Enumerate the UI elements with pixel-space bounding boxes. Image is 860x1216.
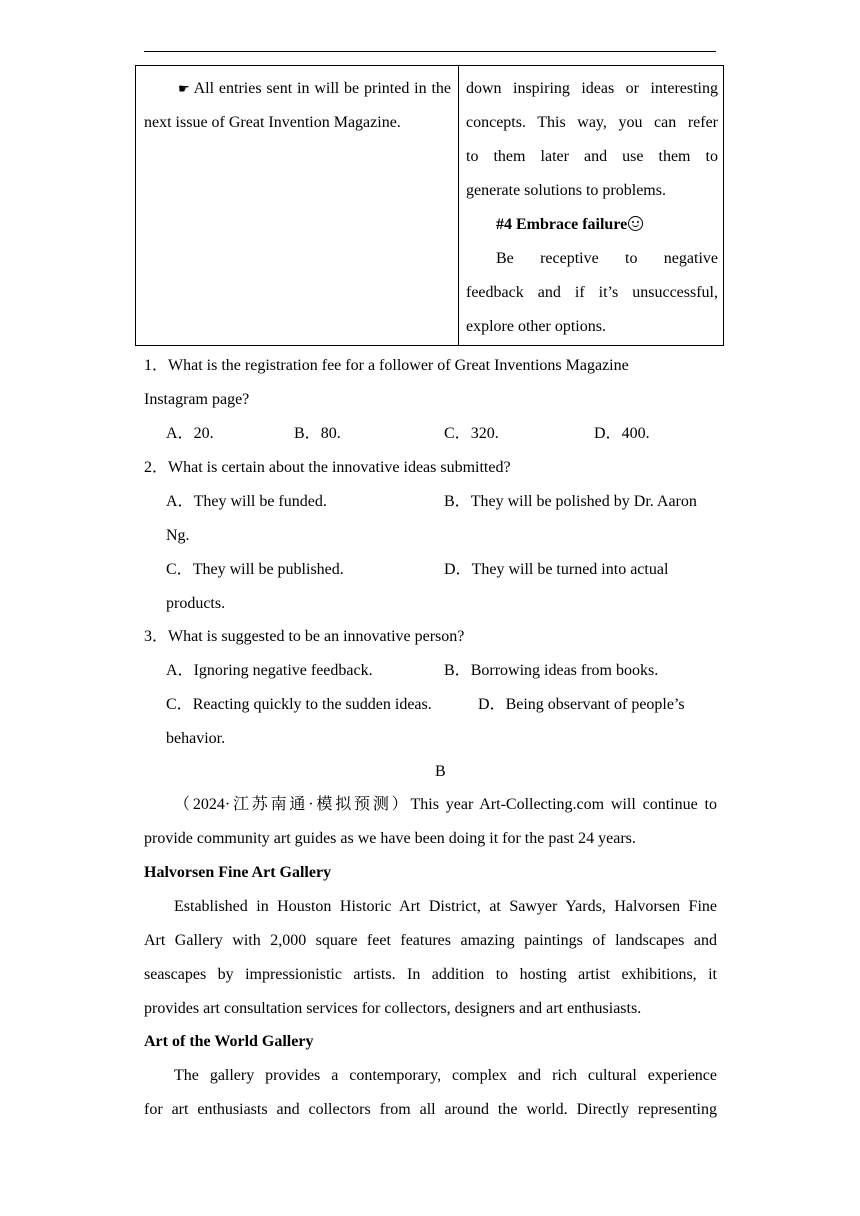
tip4-heading — [466, 208, 718, 242]
smiley-icon — [628, 216, 643, 231]
option-text: Being observant of people’s — [505, 696, 685, 713]
tip-line: explore other options. — [466, 318, 606, 335]
question-number: 3． — [144, 628, 169, 645]
tips-table — [135, 65, 724, 346]
option-letter: B． — [444, 493, 471, 510]
option-letter: A． — [166, 662, 194, 679]
option-text: Reacting quickly to the sudden ideas. — [192, 696, 432, 713]
option-letter: B． — [444, 662, 471, 679]
question-number: 2． — [144, 459, 169, 476]
option-letter: C． — [166, 561, 193, 578]
gallery-description — [144, 890, 717, 1026]
question-number: 1． — [144, 357, 169, 374]
header-rule — [144, 51, 716, 52]
option-2b[interactable] — [444, 492, 697, 512]
tip-line: down inspiring ideas or interesting — [466, 80, 718, 97]
intro-line: provide community art guides as we have been doing it for the past 24 years. — [144, 830, 636, 847]
option-3b[interactable] — [444, 661, 658, 681]
question-stem-text: What is the registration fee for a follower of Great Inventions Magazine — [168, 357, 629, 374]
question-stem-text: What is suggested to be an innovative person? — [168, 628, 465, 645]
paragraph-line: The gallery provides a contemporary, complex and rich cultural experience — [174, 1067, 717, 1084]
question-3-stem — [144, 627, 464, 647]
option-text: 320. — [470, 425, 499, 442]
option-text: Borrowing ideas from books. — [470, 662, 659, 679]
option-1b[interactable] — [294, 424, 341, 444]
option-2c[interactable] — [166, 560, 344, 580]
option-1c[interactable] — [444, 424, 499, 444]
option-2d[interactable] — [444, 560, 668, 580]
option-text: Ignoring negative feedback. — [193, 662, 373, 679]
option-2b-wrap: Ng. — [166, 527, 190, 544]
section-label: B — [435, 763, 446, 780]
tip-line: feedback and if it’s unsuccessful, — [466, 284, 718, 301]
tip4-heading-text: #4 Embrace failure — [496, 216, 628, 233]
table-cell-right — [466, 72, 718, 344]
option-3d-wrap: behavior. — [166, 730, 226, 747]
option-text: They will be polished by Dr. Aaron — [470, 493, 697, 510]
tip-line: concepts. This way, you can refer — [466, 114, 718, 131]
option-text: They will be turned into actual — [471, 561, 669, 578]
option-3c[interactable] — [166, 695, 432, 715]
option-letter: B． — [294, 425, 321, 442]
gallery-heading — [144, 863, 331, 883]
table-cell-left — [144, 72, 451, 140]
tip-line: to them later and use them to — [466, 148, 718, 165]
question-stem-text: What is certain about the innovative ideas submitted? — [168, 459, 511, 476]
paragraph-line: seascapes by impressionistic artists. In addition to hosting artist exhibitions, it — [144, 966, 717, 983]
gallery-heading — [144, 1032, 313, 1052]
paragraph-line: Established in Houston Historic Art District, at Sawyer Yards, Halvorsen Fine — [174, 898, 717, 915]
pointing-hand-icon: ☛ — [178, 81, 190, 96]
paragraph-line: Art Gallery with 2,000 square feet features amazing paintings of landscapes and — [144, 932, 717, 949]
gallery-name: Art of the World Gallery — [144, 1033, 314, 1050]
gallery-description — [144, 1059, 717, 1127]
option-letter: D． — [444, 561, 472, 578]
option-text: They will be published. — [192, 561, 344, 578]
entries-note: All entries sent in will be printed in the next issue of Great Invention Magazine. — [144, 80, 451, 131]
option-1a[interactable] — [166, 424, 214, 444]
question-1-stem-cont: Instagram page? — [144, 391, 250, 408]
tip-line: generate solutions to problems. — [466, 182, 666, 199]
option-letter: C． — [166, 696, 193, 713]
question-2-stem — [144, 458, 511, 478]
option-letter: C． — [444, 425, 471, 442]
option-1d[interactable] — [594, 424, 650, 444]
option-letter: A． — [166, 425, 194, 442]
section-intro — [144, 788, 717, 856]
table-divider — [458, 66, 459, 345]
paragraph-line: for art enthusiasts and collectors from all around the world. Directly representing — [144, 1101, 717, 1118]
tip-line: Be receptive to negative — [496, 250, 718, 267]
option-text: They will be funded. — [193, 493, 327, 510]
option-text: 400. — [621, 425, 650, 442]
option-2a[interactable] — [166, 492, 327, 512]
question-1-stem — [144, 356, 629, 376]
paragraph-line: provides art consultation services for collectors, designers and art enthusiasts. — [144, 1000, 642, 1017]
option-letter: D． — [478, 696, 506, 713]
option-2d-wrap: products. — [166, 595, 226, 612]
option-text: 20. — [193, 425, 214, 442]
intro-line: （2024·江苏南通·模拟预测）This year Art-Collecting.com will continue to — [174, 796, 717, 813]
option-letter: D． — [594, 425, 622, 442]
option-text: 80. — [320, 425, 341, 442]
option-letter: A． — [166, 493, 194, 510]
option-3a[interactable] — [166, 661, 373, 681]
option-3d[interactable] — [478, 695, 685, 715]
gallery-name: Halvorsen Fine Art Gallery — [144, 864, 332, 881]
